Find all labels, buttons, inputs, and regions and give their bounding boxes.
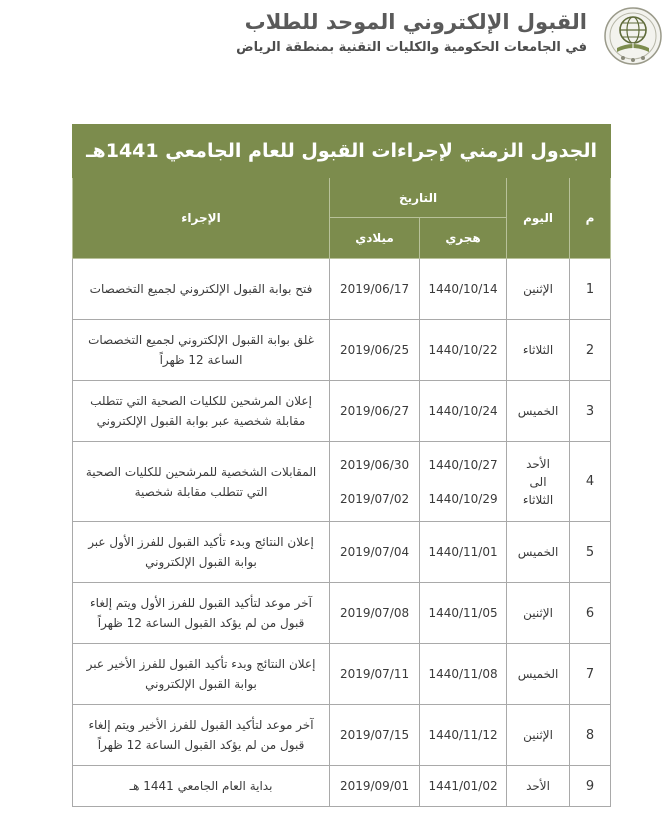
row-gregorian-date: 2019/07/11	[330, 644, 420, 705]
row-gregorian-date: 2019/07/04	[330, 522, 420, 583]
row-hijri-date-to: 1440/10/29	[428, 491, 498, 506]
row-action: المقابلات الشخصية للمرشحين للكليات الصحية التي تتطلب مقابلة شخصية	[73, 442, 330, 522]
row-gregorian-date-range	[330, 442, 420, 522]
row-number: 5	[570, 522, 611, 583]
row-action: آخر موعد لتأكيد القبول للفرز الأول ويتم إلغاء قبول من لم يؤكد القبول الساعة 12 ظهراً	[73, 583, 330, 644]
row-day: الخميس	[507, 381, 570, 442]
page-header	[0, 0, 671, 110]
table-row	[73, 705, 611, 766]
row-number: 2	[570, 320, 611, 381]
row-day: الثلاثاء	[507, 320, 570, 381]
row-hijri-date: 1440/11/05	[420, 583, 507, 644]
column-header-day: اليوم	[507, 178, 570, 259]
page-title: القبول الإلكتروني الموحد للطلاب	[244, 10, 587, 34]
row-hijri-date: 1440/10/24	[420, 381, 507, 442]
row-hijri-date-from: 1440/10/27	[428, 457, 498, 472]
table-title: الجدول الزمني لإجراءات القبول للعام الجامعي 1441هـ	[73, 125, 611, 178]
row-action: آخر موعد لتأكيد القبول للفرز الأخير ويتم إلغاء قبول من لم يؤكد القبول الساعة 12 ظهراً	[73, 705, 330, 766]
table-row	[73, 644, 611, 705]
row-day: الإثنين	[507, 705, 570, 766]
column-header-hijri: هجري	[420, 218, 507, 259]
row-number: 3	[570, 381, 611, 442]
row-gregorian-date: 2019/07/08	[330, 583, 420, 644]
row-gregorian-date-to: 2019/07/02	[339, 491, 410, 506]
row-action: فتح بوابة القبول الإلكتروني لجميع التخصصات	[73, 259, 330, 320]
row-day: الإثنين	[507, 583, 570, 644]
row-hijri-date: 1440/11/12	[420, 705, 507, 766]
row-number: 1	[570, 259, 611, 320]
row-hijri-date-range	[420, 442, 507, 522]
row-number: 8	[570, 705, 611, 766]
row-day-from: الأحد	[526, 456, 550, 471]
schedule-table	[72, 124, 611, 807]
row-action: إعلان النتائج وبدء تأكيد القبول للفرز الأول عبر بوابة القبول الإلكتروني	[73, 522, 330, 583]
row-gregorian-date: 2019/06/17	[330, 259, 420, 320]
row-day-range	[507, 442, 570, 522]
row-day-to: الثلاثاء	[522, 492, 554, 507]
globe-book-logo-icon	[601, 6, 665, 70]
row-day: الأحد	[507, 766, 570, 807]
row-action: غلق بوابة القبول الإلكتروني لجميع التخصصات الساعة 12 ظهراً	[73, 320, 330, 381]
row-gregorian-date: 2019/06/25	[330, 320, 420, 381]
row-gregorian-date: 2019/09/01	[330, 766, 420, 807]
table-row	[73, 320, 611, 381]
page-subtitle: في الجامعات الحكومية والكليات التقنية بمنطقة الرياض	[236, 40, 587, 55]
row-day: الخميس	[507, 644, 570, 705]
row-gregorian-date: 2019/06/27	[330, 381, 420, 442]
row-hijri-date: 1440/10/22	[420, 320, 507, 381]
table-row	[73, 766, 611, 807]
row-action: بداية العام الجامعي 1441 هـ	[73, 766, 330, 807]
column-header-gregorian: ميلادي	[330, 218, 420, 259]
row-day: الإثنين	[507, 259, 570, 320]
row-number: 7	[570, 644, 611, 705]
column-header-action: الإجراء	[73, 178, 330, 259]
row-hijri-date: 1440/11/08	[420, 644, 507, 705]
row-action: إعلان النتائج وبدء تأكيد القبول للفرز الأخير عبر بوابة القبول الإلكتروني	[73, 644, 330, 705]
row-hijri-date: 1440/10/14	[420, 259, 507, 320]
table-row	[73, 522, 611, 583]
row-gregorian-date: 2019/07/15	[330, 705, 420, 766]
row-number: 4	[570, 442, 611, 522]
table-row	[73, 381, 611, 442]
row-number: 6	[570, 583, 611, 644]
row-day-separator: الى	[529, 474, 547, 489]
column-header-num: م	[570, 178, 611, 259]
table-row	[73, 442, 611, 522]
row-hijri-date: 1441/01/02	[420, 766, 507, 807]
row-action: إعلان المرشحين للكليات الصحية التي تتطلب مقابلة شخصية عبر بوابة القبول الإلكتروني	[73, 381, 330, 442]
table-row	[73, 583, 611, 644]
row-hijri-date: 1440/11/01	[420, 522, 507, 583]
row-number: 9	[570, 766, 611, 807]
table-row	[73, 259, 611, 320]
column-header-date: التاريخ	[330, 178, 507, 218]
row-day: الخميس	[507, 522, 570, 583]
row-gregorian-date-from: 2019/06/30	[339, 457, 410, 472]
